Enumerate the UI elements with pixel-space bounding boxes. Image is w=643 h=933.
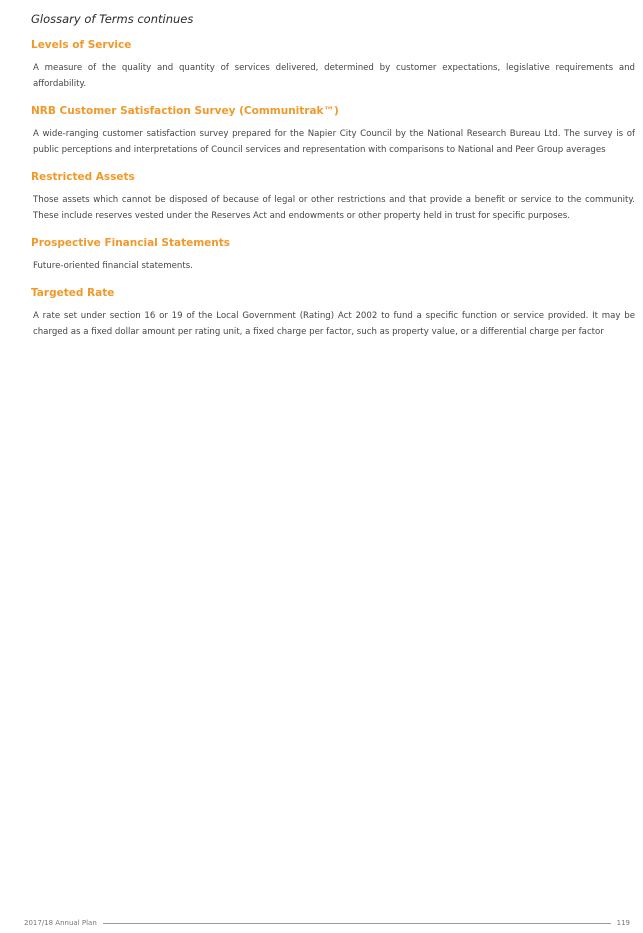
term-title: Prospective Financial Statements xyxy=(31,237,231,249)
glossary-entry xyxy=(31,236,635,274)
glossary-entry xyxy=(31,286,635,340)
page-title: Glossary of Terms continues xyxy=(31,12,194,26)
term-title: NRB Customer Satisfaction Survey (Communitrak™) xyxy=(31,105,339,117)
term-title: Targeted Rate xyxy=(31,287,115,299)
page-footer xyxy=(24,916,630,930)
glossary-entry xyxy=(31,104,635,158)
footer-page-number: 119 xyxy=(616,919,630,927)
term-description: A wide-ranging customer satisfaction survey prepared for the Napier City Council by the National Research Bureau Ltd. The survey is of public perceptions and interpretations of Council services and representation with comparisons to National and Peer Group averages xyxy=(33,129,635,155)
term-title: Restricted Assets xyxy=(31,171,135,183)
term-description: Those assets which cannot be disposed of because of legal or other restrictions and that provide a benefit or service to the community. These include reserves vested under the Reserves Act and endowments or other property held in trust for specific purposes. xyxy=(33,195,635,221)
term-description: A measure of the quality and quantity of services delivered, determined by customer expectations, legislative requirements and affordability. xyxy=(33,63,635,89)
footer-divider xyxy=(103,923,611,924)
term-description: A rate set under section 16 or 19 of the Local Government (Rating) Act 2002 to fund a specific function or service provided. It may be charged as a fixed dollar amount per rating unit, a fixed charge per factor, such as property value, or a differential charge per factor xyxy=(33,311,635,337)
glossary-entry xyxy=(31,38,635,92)
glossary-entry xyxy=(31,170,635,224)
footer-document-label: 2017/18 Annual Plan xyxy=(24,919,97,927)
term-description: Future-oriented financial statements. xyxy=(33,261,193,271)
term-title: Levels of Service xyxy=(31,39,132,51)
glossary-list xyxy=(31,38,635,352)
